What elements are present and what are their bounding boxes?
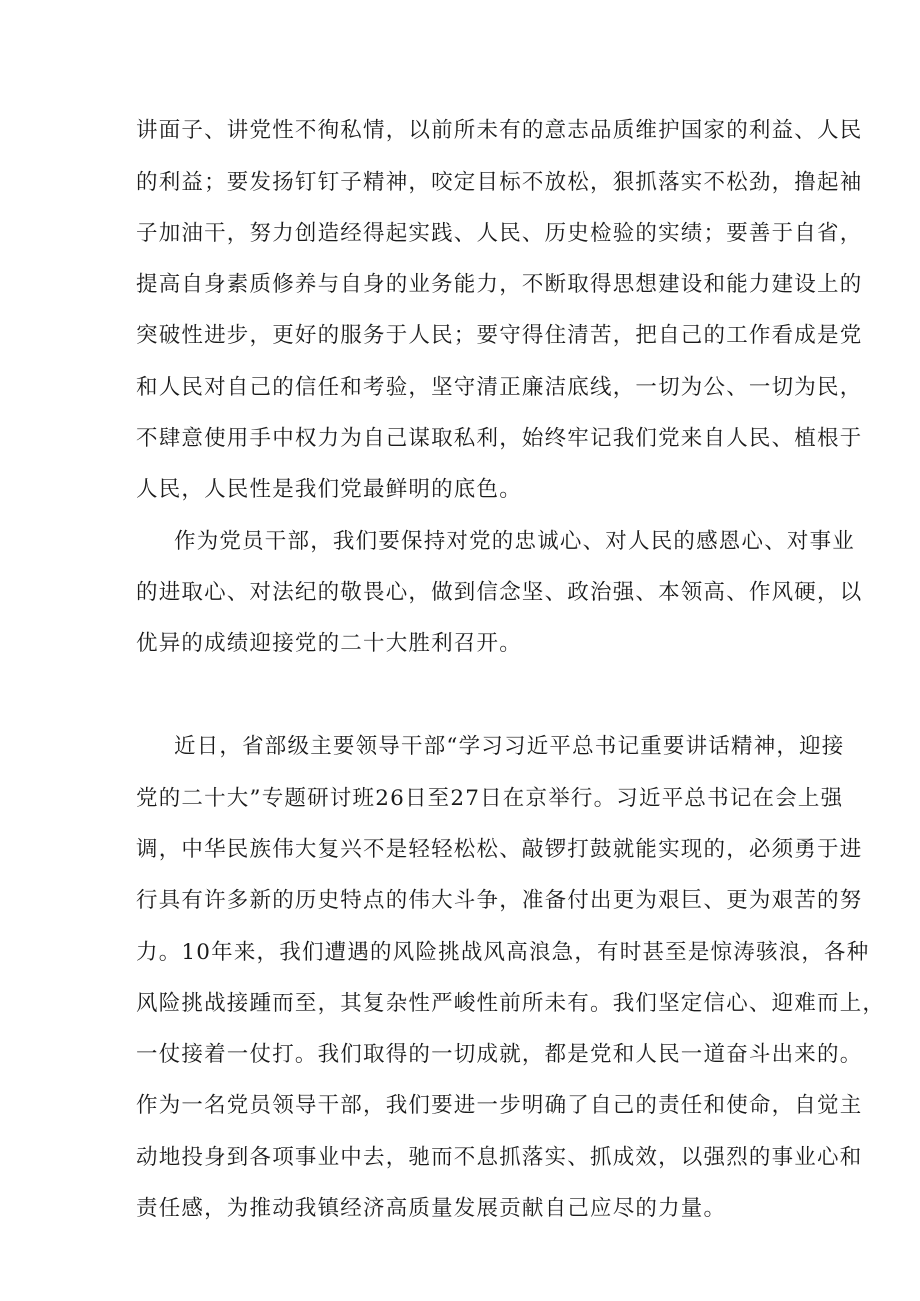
text-line: 突破性进步，更好的服务于人民；要守得住清苦，把自己的工作看成是党 bbox=[136, 323, 863, 348]
text-line: 责任感，为推动我镇经济高质量发展贡献自己应尽的力量。 bbox=[136, 1196, 727, 1221]
text-line: 的进取心、对法纪的敬畏心，做到信念坚、政治强、本领高、作风硬，以 bbox=[136, 580, 863, 605]
text-line: 的利益；要发扬钉钉子精神，咬定目标不放松，狠抓落实不松劲，撸起袖 bbox=[136, 170, 863, 195]
text-line: 行具有许多新的历史特点的伟大斗争，准备付出更为艰巨、更为艰苦的努 bbox=[136, 888, 863, 913]
text-line: 人民，人民性是我们党最鲜明的底色。 bbox=[136, 477, 522, 502]
text-line: 动地投身到各项事业中去，驰而不息抓落实、抓成效，以强烈的事业心和 bbox=[136, 1145, 863, 1170]
text-line: 作为党员干部，我们要保持对党的忠诚心、对人民的感恩心、对事业 bbox=[174, 529, 856, 554]
text-line: 子加油干，努力创造经得起实践、人民、历史检验的实绩；要善于自省， bbox=[136, 221, 863, 246]
text-line: 近日，省部级主要领导干部“学习习近平总书记重要讲话精神，迎接 bbox=[174, 734, 845, 759]
text-line: 提高自身素质修养与自身的业务能力，不断取得思想建设和能力建设上的 bbox=[136, 272, 863, 297]
text-line: 风险挑战接踵而至，其复杂性严峻性前所未有。我们坚定信心、迎难而上， bbox=[136, 991, 886, 1016]
text-line: 调，中华民族伟大复兴不是轻轻松松、敲锣打鼓就能实现的，必须勇于进 bbox=[136, 837, 863, 862]
text-line: 讲面子、讲党性不徇私情，以前所未有的意志品质维护国家的利益、人民 bbox=[136, 118, 863, 143]
text-line: 党的二十大”专题研讨班26日至27日在京举行。习近平总书记在会上强 bbox=[136, 786, 844, 811]
text-line: 一仗接着一仗打。我们取得的一切成就，都是党和人民一道奋斗出来的。 bbox=[136, 1042, 863, 1067]
text-line: 不肆意使用手中权力为自己谋取私利，始终牢记我们党来自人民、植根于 bbox=[136, 426, 863, 451]
text-line: 力。10年来，我们遭遇的风险挑战风高浪急，有时甚至是惊涛骇浪，各种 bbox=[136, 940, 870, 965]
text-line: 优异的成绩迎接党的二十大胜利召开。 bbox=[136, 631, 522, 656]
text-line: 作为一名党员领导干部，我们要进一步明确了自己的责任和使命，自觉主 bbox=[136, 1093, 863, 1118]
text-line: 和人民对自己的信任和考验，坚守清正廉洁底线，一切为公、一切为民， bbox=[136, 375, 863, 400]
